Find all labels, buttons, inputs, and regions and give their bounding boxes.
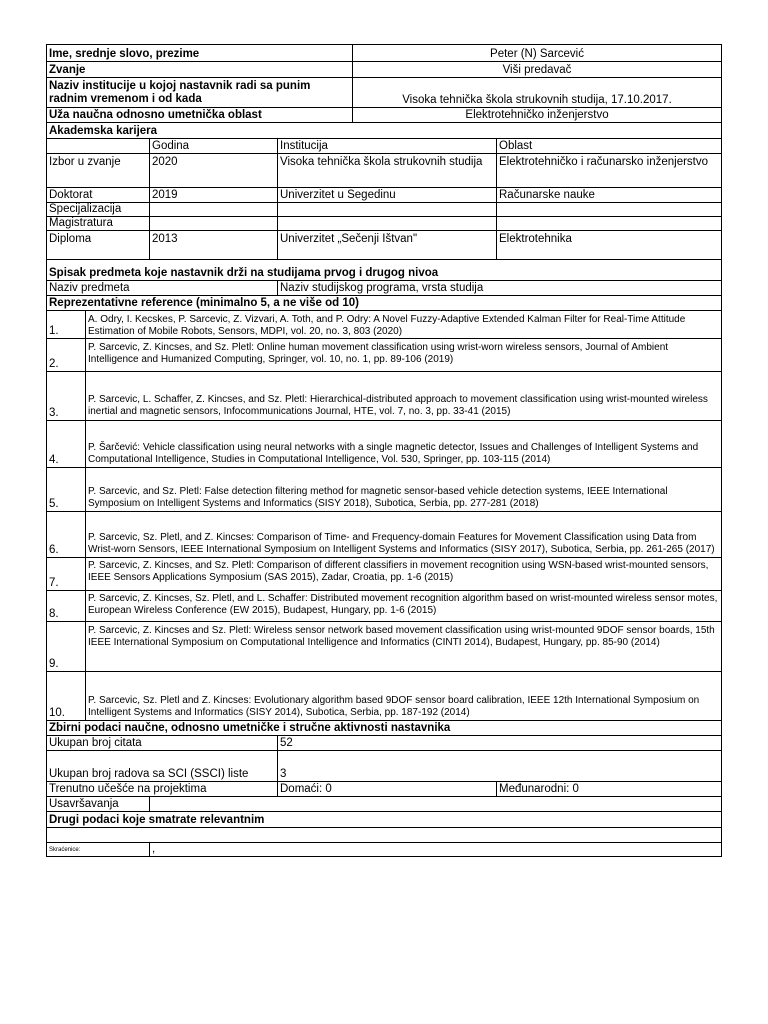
reference-number: 9. [49,658,59,670]
career-row-area: Elektrotehnika [496,231,721,259]
reference-item [47,671,721,720]
citations-value: 52 [277,736,721,750]
reference-number: 4. [49,454,59,466]
abbreviations-value: , [149,843,721,856]
career-heading-row [47,122,721,138]
career-row [47,187,721,202]
career-row-area: Računarske nauke [496,188,721,202]
career-empty-header [47,139,149,153]
sci-row [47,750,721,781]
citations-label: Ukupan broj citata [49,737,142,749]
career-row-institution: Visoka tehnička škola strukovnih studija [277,154,496,187]
abbreviations-label: Skraćenice: [49,846,81,853]
name-value: Peter (N) Sarcević [352,45,721,61]
subjects-heading: Spisak predmeta koje nastavnik drži na studijama prvog i drugog nivoa [49,267,439,279]
reference-number: 7. [49,577,59,589]
career-row [47,216,721,230]
training-label: Usavršavanja [49,798,119,810]
name-row [47,45,721,61]
reference-text: P. Sarcevic, Sz. Pletl, and Z. Kincses: Comparison of Time- and Frequency-domain Features for Movement Classification using Data from Wrist-worn Sensors, IEEE International Symposium on Intelligent Systems and Informatics (SISY 2017), Subotica, Serbia, pp. 261-265 (2017) [85,512,721,557]
reference-number: 6. [49,544,59,556]
reference-text: P. Sarcevic, Sz. Pletl and Z. Kincses: Evolutionary algorithm based 9DOF sensor board calibration, IEEE 12th International Symposium on Intelligent Systems and Informatics (SISY 2014), Subotica, Serbia, pp. 187-192 (2014) [85,672,721,720]
reference-item [47,310,721,338]
sci-value: 3 [277,751,721,781]
career-row-year: 2020 [149,154,277,187]
career-row-label: Doktorat [49,189,93,201]
projects-label: Trenutno učešće na projektima [49,783,207,795]
reference-text: P. Sarcevic, L. Schaffer, Z. Kincses, and Sz. Pletl: Hierarchical-distributed approach to movement classification using wrist-mounted wireless inertial and magnetic sensors, Infocommunications Journal, HTE, vol. 7, no. 3, pp. 33-41 (2015) [85,372,721,420]
reference-text: P. Sarcevic, Z. Kincses, and Sz. Pletl: Online human movement classification using wrist-worn wireless sensors, Journal of Ambient Intelligence and Humanized Computing, Springer, vol. 10, no. 1, pp. 89-106 (2019) [85,339,721,371]
reference-number: 3. [49,407,59,419]
career-row-label: Magistratura [49,217,113,229]
career-row-label: Specijalizacija [49,203,122,215]
career-row-year [149,203,277,216]
career-heading: Akademska karijera [49,125,158,137]
career-row-institution [277,217,496,230]
reference-number: 10. [49,707,65,719]
career-row-area [496,217,721,230]
subjects-heading-row [47,259,721,280]
career-row-year: 2019 [149,188,277,202]
projects-domestic: Domaći: 0 [277,782,496,796]
career-row-institution: Univerzitet u Segedinu [277,188,496,202]
reference-text: P. Sarcevic, Z. Kincses, Sz. Pletl, and L. Schaffer: Distributed movement recognition algorithm based on wrist-mounted wireless sensor motes, European Wireless Conference (EW 2015), Budapest, Hungary, pp. 1-6 (2015) [85,591,721,621]
career-row [47,153,721,187]
institution-value: Visoka tehnička škola strukovnih studija, 17.10.2017. [352,78,721,107]
training-value [149,797,721,811]
subjects-columns-row [47,280,721,295]
career-row [47,230,721,259]
reference-item [47,557,721,590]
title-value: Viši predavač [352,62,721,77]
other-heading: Drugi podaci koje smatrate relevantnim [49,814,265,826]
citations-row [47,735,721,750]
reference-text: P. Sarcevic, Z. Kincses, and Sz. Pletl: Comparison of different classifiers in movement recognition using WSN-based wrist-mounted sensors, IEEE Sensors Applications Symposium (SAS 2015), Zadar, Croatia, pp. 1-6 (2015) [85,558,721,590]
career-row-year: 2013 [149,231,277,259]
field-row [47,107,721,122]
projects-row [47,781,721,796]
career-row-year [149,217,277,230]
reference-item [47,511,721,557]
reference-text: P. Šarčević: Vehicle classification using neural networks with a single magnetic detector, Issues and Challenges of Intelligent Systems and Computational Intelligence, Studies in Computational Intelligence, Vol. 530, Springer, pp. 103-115 (2014) [85,421,721,467]
reference-number: 5. [49,498,59,510]
reference-number: 2. [49,358,59,370]
reference-text: A. Odry, I. Kecskes, P. Sarcevic, Z. Vizvari, A. Toth, and P. Odry: A Novel Fuzzy-Adaptive Extended Kalman Filter for Real-Time Attitude Estimation of Mobile Robots, Sensors, MDPI, vol. 20, no. 3, 803 (2020) [85,311,721,338]
reference-number: 1. [49,325,59,337]
other-value-row [47,827,721,842]
reference-number: 8. [49,608,59,620]
reference-item [47,590,721,621]
career-row-label: Izbor u zvanje [49,156,121,168]
reference-item [47,371,721,420]
reference-item [47,420,721,467]
career-col-area: Oblast [496,139,721,153]
subjects-col-subject: Naziv predmeta [49,282,130,294]
projects-international: Međunarodni: 0 [496,782,721,796]
career-row-area [496,203,721,216]
title-row [47,61,721,77]
career-col-year: Godina [149,139,277,153]
reference-item [47,621,721,671]
sci-label: Ukupan broj radova sa SCI (SSCI) liste [49,768,249,780]
career-row-institution: Univerzitet „Sečenji Ištvan" [277,231,496,259]
references-heading: Reprezentativne reference (minimalno 5, a ne više od 10) [49,297,359,309]
subjects-col-program: Naziv studijskog programa, vrsta studija [277,281,721,295]
career-row [47,202,721,216]
reference-text: P. Sarcevic, Z. Kincses and Sz. Pletl: Wireless sensor network based movement classification using wrist-mounted 9DOF sensor boards, 15th IEEE International Symposium on Computational Intelligence and Informatics (CINTI 2014), Budapest, Hungary, pp. 85-90 (2014) [85,622,721,671]
reference-item [47,467,721,511]
other-value [47,828,721,842]
cv-form [46,44,722,857]
footer-row [47,842,721,856]
field-value: Elektrotehničko inženjerstvo [352,108,721,122]
career-row-area: Elektrotehničko i računarsko inženjerstvo [496,154,721,187]
other-heading-row [47,811,721,827]
career-row-institution [277,203,496,216]
training-row [47,796,721,811]
institution-label: Naziv institucije u kojoj nastavnik radi sa punim radnim vremenom i od kada [49,80,311,105]
references-heading-row [47,295,721,310]
institution-row [47,77,721,107]
reference-item [47,338,721,371]
career-col-institution: Institucija [277,139,496,153]
career-row-label: Diploma [49,233,92,245]
title-label: Zvanje [49,64,86,76]
career-columns-row [47,138,721,153]
name-label: Ime, srednje slovo, prezime [49,48,200,60]
field-label: Uža naučna odnosno umetnička oblast [49,109,262,121]
summary-heading-row [47,720,721,735]
reference-text: P. Sarcevic, and Sz. Pletl: False detection filtering method for magnetic sensor-based vehicle detection systems, IEEE International Symposium on Intelligent Systems and Informatics (SISY 2018), Subotica, Serbia, pp. 277-281 (2018) [85,468,721,511]
summary-heading: Zbirni podaci naučne, odnosno umetničke i stručne aktivnosti nastavnika [49,722,451,734]
